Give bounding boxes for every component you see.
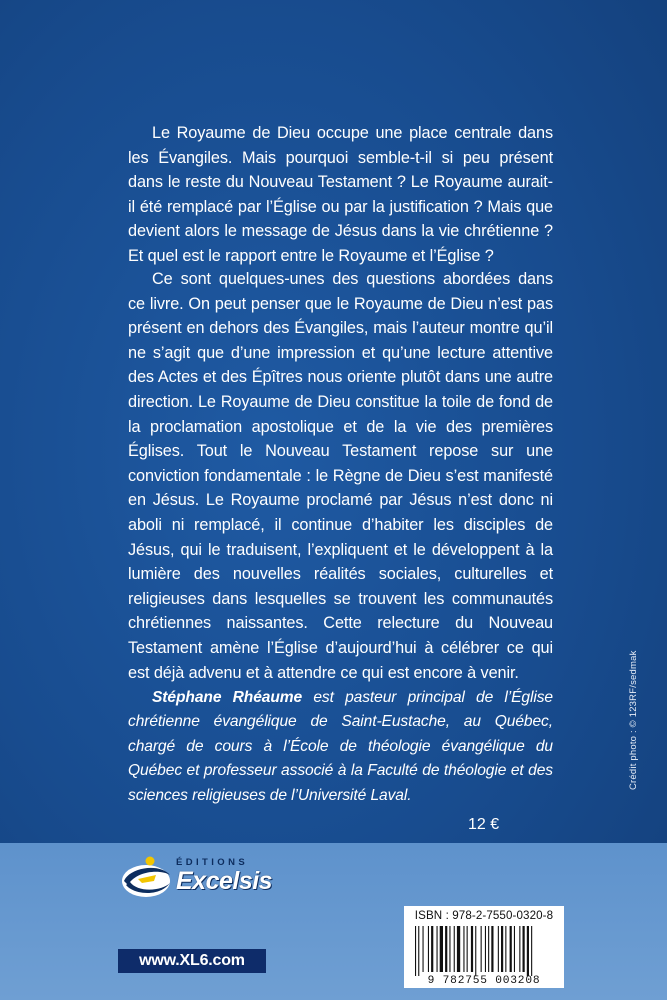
photo-credit: Crédit photo : © 123RF/sedmak — [628, 650, 639, 790]
barcode-bar — [510, 926, 512, 972]
barcode-bar — [440, 926, 443, 972]
barcode-bar — [431, 926, 433, 972]
barcode-bar — [527, 926, 529, 976]
barcode-bar — [454, 926, 455, 972]
barcode-bar — [523, 926, 525, 972]
barcode-bar — [418, 926, 419, 976]
excelsis-logo-icon — [120, 855, 172, 899]
barcode-bar — [488, 926, 489, 972]
barcode-bar — [415, 926, 416, 976]
barcode-bar — [498, 926, 499, 972]
price: 12 € — [468, 816, 500, 833]
website-link[interactable]: www.XL6.com — [118, 949, 266, 973]
barcode-bar — [463, 926, 464, 972]
barcode-bar — [481, 926, 482, 972]
barcode-bar — [467, 926, 468, 972]
publisher-name: Excelsis — [176, 867, 273, 895]
author-bio — [128, 686, 553, 808]
barcode-bar — [501, 926, 503, 972]
summary-paragraph-1 — [128, 121, 553, 269]
barcode-icon — [413, 926, 559, 976]
author-name: Stéphane Rhéaume — [152, 689, 303, 706]
bottom-band — [0, 843, 667, 1000]
barcode-bar — [475, 926, 476, 976]
barcode-bar — [505, 926, 506, 972]
barcode-bar — [531, 926, 532, 976]
publisher-logo — [118, 853, 288, 899]
barcode-bar — [437, 926, 438, 972]
barcode-bar — [457, 926, 460, 972]
barcode-digits: 9 782755 003208 — [427, 975, 541, 987]
barcode-bar — [519, 926, 520, 972]
barcode-bar — [423, 926, 424, 972]
barcode-panel — [404, 906, 564, 988]
barcode-bar — [445, 926, 447, 972]
summary-text-1: Le Royaume de Dieu occupe une place centrale dans les Évangiles. Mais pourquoi semble-t-il si peu présent dans le reste du Nouveau Testament ? Le Royaume aurait-il été remplacé par l’Église ou par la justification ? Mais que devient alors le message de Jésus dans la vie chrétienne ? Et quel est le rapport entre le Royaume et l’Église ? — [128, 124, 553, 265]
barcode-bar — [471, 926, 473, 972]
editions-label: ÉDITIONS — [176, 857, 249, 868]
barcode-bar — [485, 926, 486, 972]
barcode-bar — [428, 926, 429, 972]
barcode-bar — [491, 926, 493, 972]
summary-paragraph-2 — [128, 267, 553, 685]
isbn: ISBN : 978-2-7550-0320-8 — [414, 909, 554, 922]
author-bio-text: est pasteur principal de l’Église chrétienne évangélique de Saint-Eustache, au Québec, chargé de cours à l’École de théologie évangélique du Québec et professeur associé à la Faculté de théologie et des sciences religieuses de l’Université Laval. — [128, 689, 553, 804]
barcode-bar — [449, 926, 450, 972]
summary-text-2: Ce sont quelques-unes des questions abordées dans ce livre. On peut penser que le Royaume de Dieu n’est pas présent en dehors des Évangiles, mais l’auteur montre qu’il ne s’agit que d’une impression et qu’une lecture attentive des Actes et des Épîtres nous oriente plutôt dans une autre direction. Le Royaume de Dieu constitue la toile de fond de la proclamation apostolique et de la vie des premières Églises. Tout le Nouveau Testament repose sur une conviction fondamentale : le Règne de Dieu s’est manifesté en Jésus. Le Royaume proclamé par Jésus n’est donc ni aboli ni remplacé, il continue d’habiter les disciples de Jésus, qui le traduisent, l’expliquent et le développent à la lumière des nouvelles réalités sociales, culturelles et religieuses dans lesquelles se trouvent les communautés chrétiennes naissantes. Cette relecture du Nouveau Testament amène l’Église d’aujourd’hui à célébrer ce qui est déjà advenu et à attendre ce qui est encore à venir. — [128, 270, 553, 682]
barcode-bar — [514, 926, 515, 972]
